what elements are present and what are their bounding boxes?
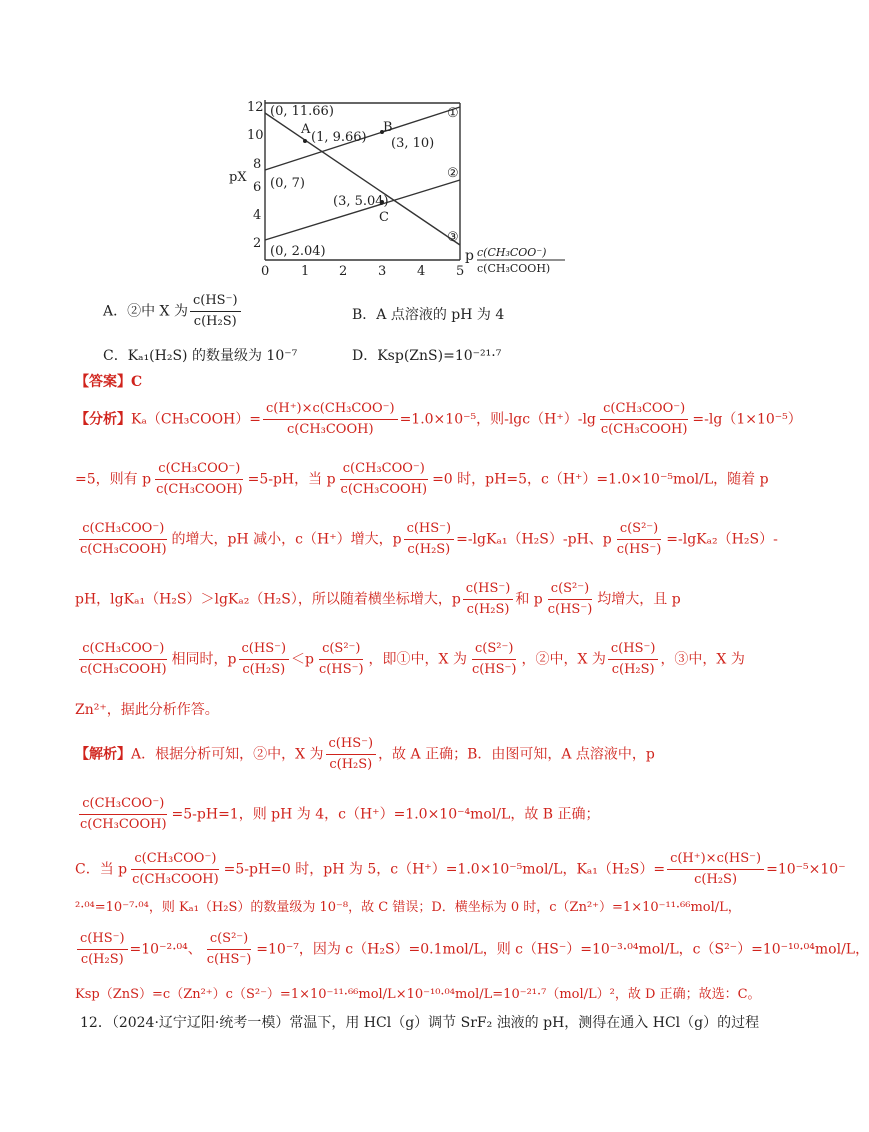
label-0-2.04: (0, 2.04) bbox=[270, 244, 326, 259]
ytick-6: 6 bbox=[253, 180, 262, 195]
xtick-5: 5 bbox=[456, 264, 465, 279]
label-0-7: (0, 7) bbox=[270, 176, 305, 191]
option-b: B．A 点溶液的 pH 为 4 bbox=[352, 307, 505, 323]
y-axis-label: pX bbox=[229, 170, 247, 185]
option-d: D．Ksp(ZnS)=10⁻²¹·⁷ bbox=[352, 348, 502, 364]
option-a: A．②中 X 为 $\frac{c(HS^-)}{\text{c(H₂S)}}$ bbox=[103, 292, 243, 331]
xtick-0: 0 bbox=[261, 264, 270, 279]
x-axis-label-den: c(CH₃COOH) bbox=[477, 262, 551, 275]
analysis-line-5: $\frac{\text{c(CH₃COO⁻)}}{\text{c(CH₃COOH)}}$ 相同时，p $\frac{c(HS^-)}{\text{c(H₂S)}}$ ＜p $\frac{\text{c(S²⁻)}}{c(HS^-)}$ ，即①中，X 为 $\frac{\text{c(S²⁻)}}{c(HS^-)}$ ，②中，X 为 $\frac{c(HS^-)}{\text{c(H₂S)}}$ ，③中，X 为 bbox=[80, 641, 745, 677]
xtick-1: 1 bbox=[301, 264, 310, 279]
label-0-11.66: (0, 11.66) bbox=[270, 104, 334, 119]
analysis-line-3: $\frac{\text{c(CH₃COO⁻)}}{\text{c(CH₃COOH)}}$ 的增大，pH 减小，c（H⁺）增大，p $\frac{c(HS^-)}{\text{c(H₂S)}}$ =-lgKₐ₁（H₂S）-pH、p $\frac{\text{c(S²⁻)}}{c(HS^-)}$ =-lgKₐ₂（H₂S）- bbox=[80, 521, 778, 557]
explanation-line-6: Ksp（ZnS）=c（Zn²⁺）c（S²⁻）=1×10⁻¹¹·⁶⁶mol/L×10⁻¹⁰·⁰⁴mol/L=10⁻²¹·⁷（mol/L）²，故 D 正确；故选：C。 bbox=[75, 987, 761, 1002]
label-b: B bbox=[383, 120, 393, 135]
xtick-4: 4 bbox=[417, 264, 426, 279]
curve-label-3: ③ bbox=[447, 230, 459, 245]
ytick-10: 10 bbox=[247, 128, 264, 143]
explanation-line-3: C．当 p $\frac{\text{c(CH₃COO⁻)}}{\text{c(CH₃COOH)}}$ =5-pH=0 时，pH 为 5，c（H⁺）=1.0×10⁻⁵mol/L，Kₐ₁（H₂S）= $\frac{c(H^+)\times c(HS^-)}{\text{c(H₂S)}}$ =10⁻⁵×10⁻ bbox=[75, 851, 846, 887]
xtick-2: 2 bbox=[339, 264, 348, 279]
analysis-line-2: =5，则有 p $\frac{\text{c(CH₃COO⁻)}}{\text{c(CH₃COOH)}}$ =5-pH，当 p $\frac{\text{c(CH₃COO⁻)}}{\text{c(CH₃COOH)}}$ =0 时，pH=5，c（H⁺）=1.0×10⁻⁵mol/L，随着 p bbox=[75, 461, 769, 497]
explanation-line-2: $\frac{\text{c(CH₃COO⁻)}}{\text{c(CH₃COOH)}}$ =5-pH=1，则 pH 为 4，c（H⁺）=1.0×10⁻⁴mol/L，故 B 正确； bbox=[80, 796, 600, 832]
label-c: C bbox=[379, 210, 389, 225]
explanation-line-1: 【解析】A．根据分析可知，②中，X 为 $\frac{c(HS^-)}{\text{c(H₂S)}}$ ，故 A 正确；B．由图可知，A 点溶液中，p bbox=[75, 736, 655, 772]
explanation-line-5: $\frac{c(HS^-)}{\text{c(H₂S)}}$ =10⁻²·⁰⁴、 $\frac{\text{c(S²⁻)}}{c(HS^-)}$ =10⁻⁷，因为 c（H₂S）=0.1mol/L，则 c（HS⁻）=10⁻³·⁰⁴mol/L，c（S²⁻）=10⁻¹⁰·⁰⁴mol/L， bbox=[75, 930, 869, 969]
analysis-line-1: 【分析】Kₐ（CH₃COOH）= $\frac{\text{c(H⁺)×c(CH₃COO⁻)}}{\text{c(CH₃COOH)}}$ =1.0×10⁻⁵，则-lgc（H⁺）-lg $\frac{\text{c(CH₃COO⁻)}}{\text{c(CH₃COOH)}}$ =-lg（1×10⁻⁵） bbox=[75, 401, 802, 437]
explanation-line-4: ²·⁰⁴=10⁻⁷·⁰⁴，则 Kₐ₁（H₂S）的数量级为 10⁻⁸，故 C 错误；D．横坐标为 0 时，c（Zn²⁺）=1×10⁻¹¹·⁶⁶mol/L， bbox=[75, 900, 741, 915]
answer-line: 【答案】C bbox=[75, 374, 143, 390]
ytick-12: 12 bbox=[247, 100, 264, 115]
label-3-5.04: (3, 5.04) bbox=[333, 194, 389, 209]
option-c: C．Kₐ₁(H₂S) 的数量级为 10⁻⁷ bbox=[103, 348, 298, 364]
analysis-line-6: Zn²⁺，据此分析作答。 bbox=[75, 702, 219, 718]
curve-label-1: ① bbox=[447, 106, 459, 121]
x-axis-label-num: c(CH₃COO⁻) bbox=[477, 246, 547, 259]
ytick-4: 4 bbox=[253, 208, 262, 223]
label-a: A bbox=[301, 122, 311, 137]
x-axis-label-prefix: p bbox=[465, 248, 474, 264]
ytick-8: 8 bbox=[253, 157, 262, 172]
ytick-2: 2 bbox=[253, 236, 262, 251]
point-a bbox=[303, 139, 307, 143]
analysis-line-4: pH，lgKₐ₁（H₂S）＞lgKₐ₂（H₂S），所以随着横坐标增大，p $\frac{c(HS^-)}{\text{c(H₂S)}}$ 和 p $\frac{\text{c(S²⁻)}}{c(HS^-)}$ 均增大，且 p bbox=[75, 581, 681, 617]
next-question: 12．（2024·辽宁辽阳·统考一模）常温下，用 HCl（g）调节 SrF₂ 浊液的 pH，测得在通入 HCl（g）的过程 bbox=[80, 1015, 760, 1031]
xtick-3: 3 bbox=[378, 264, 387, 279]
label-3-10: (3, 10) bbox=[391, 136, 435, 151]
label-1-9.66: (1, 9.66) bbox=[311, 130, 367, 145]
chart-graph bbox=[225, 95, 570, 285]
curve-label-2: ② bbox=[447, 166, 459, 181]
